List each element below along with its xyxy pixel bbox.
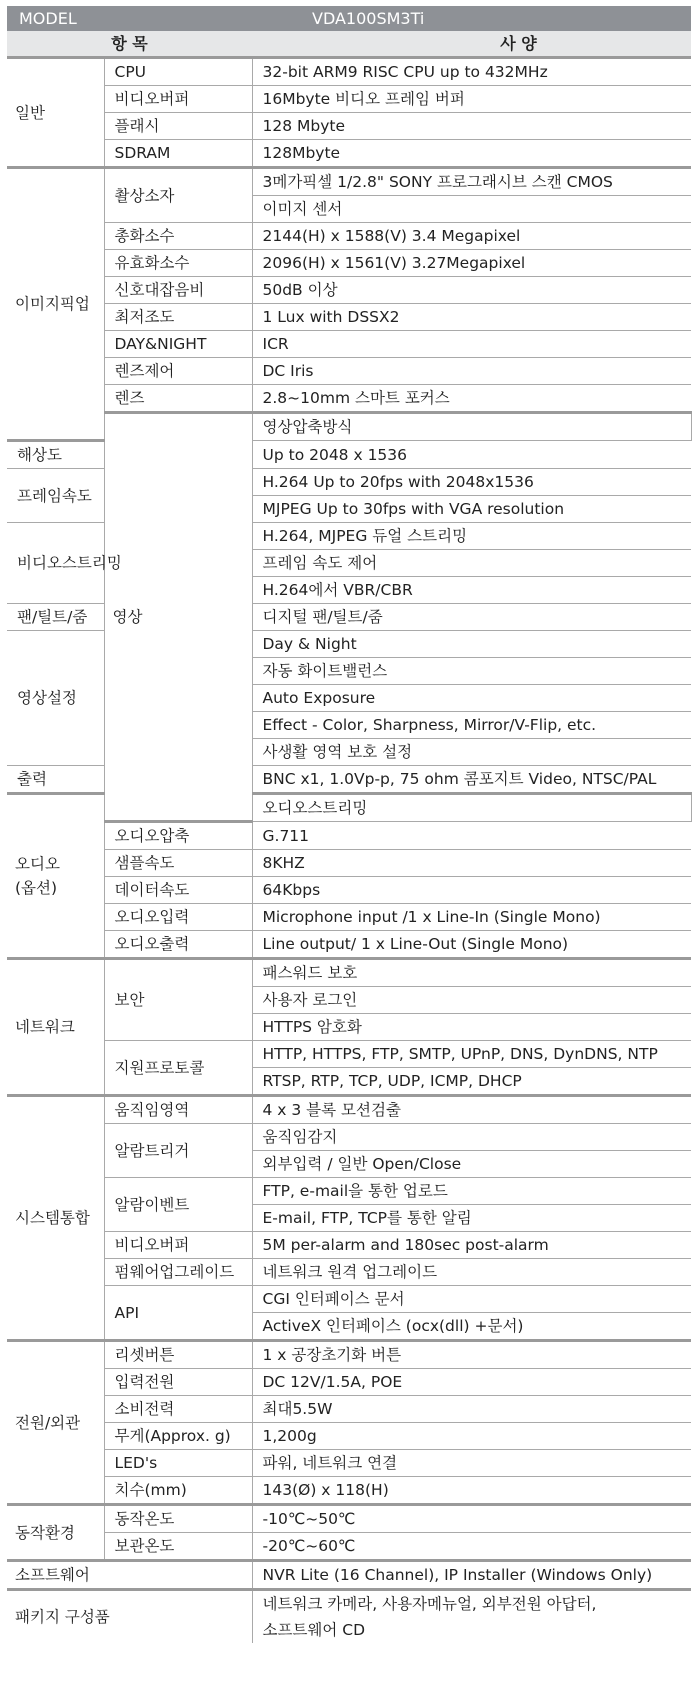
table-row	[7, 1477, 691, 1505]
table-row	[7, 331, 691, 358]
item-value: FTP, e-mail을 통한 업로드	[252, 1178, 691, 1205]
item-value: 네트워크 원격 업그레이드	[252, 1259, 691, 1286]
item-label: 무게(Approx. g)	[104, 1423, 252, 1450]
item-value: 16Mbyte 비디오 프레임 버퍼	[252, 86, 691, 113]
item-label: 프레임속도	[7, 469, 104, 523]
item-value: HTTPS 암호화	[252, 1014, 691, 1041]
item-value: 3메가픽셀 1/2.8" SONY 프로그래시브 스캔 CMOS	[252, 168, 691, 196]
item-value: 2144(H) x 1588(V) 3.4 Megapixel	[252, 223, 691, 250]
spec-table	[7, 6, 691, 1643]
table-row	[7, 1423, 691, 1450]
table-row	[7, 58, 691, 86]
item-value: Effect - Color, Sharpness, Mirror/V-Flip, etc.	[252, 712, 691, 739]
table-row	[7, 877, 691, 904]
item-value: 1 x 공장초기화 버튼	[252, 1341, 691, 1369]
table-row	[7, 304, 691, 331]
table-row	[7, 86, 691, 113]
table-row	[7, 358, 691, 385]
table-row	[7, 1561, 691, 1590]
item-label: API	[104, 1286, 252, 1341]
item-label: 지원프로토콜	[104, 1041, 252, 1096]
table-row	[7, 1286, 691, 1313]
table-row	[7, 140, 691, 168]
item-value: H.264 Up to 20fps with 2048x1536	[252, 469, 691, 496]
item-value: 자동 화이트밸런스	[252, 658, 691, 685]
item-label: 보안	[104, 959, 252, 1041]
section-environment: 동작환경	[7, 1505, 104, 1561]
item-value: 128 Mbyte	[252, 113, 691, 140]
item-value: BNC x1, 1.0Vp-p, 75 ohm 콤포지트 Video, NTSC/PAL	[252, 766, 691, 794]
header-spec: 사 양	[252, 31, 691, 58]
table-row	[7, 223, 691, 250]
item-label: LED's	[104, 1450, 252, 1477]
table-row	[7, 1178, 691, 1205]
item-value: -10℃~50℃	[252, 1505, 691, 1533]
table-row	[7, 385, 691, 413]
item-value: 1 Lux with DSSX2	[252, 304, 691, 331]
item-value: E-mail, FTP, TCP를 통한 알림	[252, 1205, 691, 1232]
item-label: 데이터속도	[104, 877, 252, 904]
item-value: 최대5.5W	[252, 1396, 691, 1423]
item-value: 파워, 네트워크 연결	[252, 1450, 691, 1477]
item-value: 네트워크 카메라, 사용자메뉴얼, 외부전원 아답터,	[262, 1595, 597, 1613]
item-value: 사생활 영역 보호 설정	[252, 739, 691, 766]
item-value: G.711	[252, 822, 691, 850]
item-value: 2.8~10mm 스마트 포커스	[252, 385, 691, 413]
item-label: 렌즈	[104, 385, 252, 413]
item-value: ActiveX 인터페이스 (ocx(dll) +문서)	[252, 1313, 691, 1341]
item-label: 샘플속도	[104, 850, 252, 877]
header-item: 항 목	[7, 31, 252, 58]
section-audio-subtitle: (옵션)	[15, 879, 58, 897]
item-label: 출력	[7, 766, 104, 794]
item-label: 비디오버퍼	[104, 1232, 252, 1259]
item-label: 입력전원	[104, 1369, 252, 1396]
item-label: 치수(mm)	[104, 1477, 252, 1505]
item-label: 렌즈제어	[104, 358, 252, 385]
item-value: H.264에서 VBR/CBR	[252, 577, 691, 604]
section-package: 패키지 구성품	[7, 1590, 252, 1644]
table-row	[7, 904, 691, 931]
item-label: 동작온도	[104, 1505, 252, 1533]
item-value: CGI 인터페이스 문서	[252, 1286, 691, 1313]
table-row	[7, 1450, 691, 1477]
table-row	[7, 113, 691, 140]
header-row	[7, 31, 691, 58]
model-label: MODEL	[7, 6, 252, 31]
item-value: NVR Lite (16 Channel), IP Installer (Windows Only)	[252, 1561, 691, 1590]
item-label: 팬/틸트/줌	[7, 604, 104, 631]
item-value: -20℃~60℃	[252, 1533, 691, 1561]
item-label: 리셋버튼	[104, 1341, 252, 1369]
item-value: 패스워드 보호	[252, 959, 691, 987]
table-row	[7, 822, 691, 850]
item-label: 유효화소수	[104, 250, 252, 277]
item-value: 움직임감지	[252, 1124, 691, 1151]
item-value: 4 x 3 블록 모션검출	[252, 1096, 691, 1124]
table-row	[7, 1369, 691, 1396]
item-value: MJPEG Up to 30fps with VGA resolution	[252, 496, 691, 523]
item-value: DC 12V/1.5A, POE	[252, 1369, 691, 1396]
table-row	[7, 1505, 691, 1533]
item-value: H.264, MJPEG 듀얼 스트리밍	[252, 523, 691, 550]
table-row	[7, 1341, 691, 1369]
table-row	[7, 250, 691, 277]
table-row	[7, 168, 691, 196]
item-value: 디지털 팬/틸트/줌	[252, 604, 691, 631]
item-value: Line output/ 1 x Line-Out (Single Mono)	[252, 931, 691, 959]
table-row	[7, 959, 691, 987]
table-row	[7, 413, 691, 441]
item-label: 신호대잡음비	[104, 277, 252, 304]
table-row	[7, 1259, 691, 1286]
section-system: 시스템통합	[7, 1096, 104, 1341]
item-label: 오디오스트리밍	[252, 794, 691, 822]
item-label: 오디오입력	[104, 904, 252, 931]
item-label: 비디오버퍼	[104, 86, 252, 113]
item-label: 알람트리거	[104, 1124, 252, 1178]
item-value: DC Iris	[252, 358, 691, 385]
table-row	[7, 931, 691, 959]
section-network: 네트워크	[7, 959, 104, 1096]
item-value: 8KHZ	[252, 850, 691, 877]
item-label: 비디오스트리밍	[7, 523, 104, 604]
item-value: 5M per-alarm and 180sec post-alarm	[252, 1232, 691, 1259]
item-label: 영상압축방식	[252, 413, 691, 441]
item-value: Day & Night	[252, 631, 691, 658]
item-value: 이미지 센서	[252, 196, 691, 223]
item-value: HTTP, HTTPS, FTP, SMTP, UPnP, DNS, DynDNS, NTP	[252, 1041, 691, 1068]
item-value: Microphone input /1 x Line-In (Single Mono)	[252, 904, 691, 931]
item-label: 영상설정	[7, 631, 104, 766]
item-label: 오디오출력	[104, 931, 252, 959]
section-audio-title: 오디오	[15, 855, 60, 873]
item-label: CPU	[104, 58, 252, 86]
item-label: 알람이벤트	[104, 1178, 252, 1232]
item-label: 플래시	[104, 113, 252, 140]
item-label: 펌웨어업그레이드	[104, 1259, 252, 1286]
item-value: Up to 2048 x 1536	[252, 441, 691, 469]
item-value: 소프트웨어 CD	[262, 1621, 366, 1639]
section-image-pickup: 이미지픽업	[7, 168, 104, 441]
table-row	[7, 1041, 691, 1068]
item-label: DAY&NIGHT	[104, 331, 252, 358]
item-label: 움직임영역	[104, 1096, 252, 1124]
item-label: 최저조도	[104, 304, 252, 331]
item-value: ICR	[252, 331, 691, 358]
item-label: 총화소수	[104, 223, 252, 250]
table-row	[7, 1124, 691, 1151]
item-value: 50dB 이상	[252, 277, 691, 304]
section-audio	[7, 794, 104, 959]
item-label: 오디오압축	[104, 822, 252, 850]
item-label: 해상도	[7, 441, 104, 469]
model-value: VDA100SM3Ti	[252, 6, 691, 31]
item-value: 사용자 로그인	[252, 987, 691, 1014]
section-power: 전원/외관	[7, 1341, 104, 1505]
model-row	[7, 6, 691, 31]
section-software: 소프트웨어	[7, 1561, 252, 1590]
table-row	[7, 1096, 691, 1124]
section-video: 영상	[104, 413, 252, 822]
item-value: 128Mbyte	[252, 140, 691, 168]
item-label: SDRAM	[104, 140, 252, 168]
item-value: 143(Ø) x 118(H)	[252, 1477, 691, 1505]
item-value: 64Kbps	[252, 877, 691, 904]
section-general: 일반	[7, 58, 104, 168]
table-row	[7, 277, 691, 304]
item-value: 외부입력 / 일반 Open/Close	[252, 1151, 691, 1178]
item-value: 프레임 속도 제어	[252, 550, 691, 577]
item-label: 촬상소자	[104, 168, 252, 223]
item-value: 32-bit ARM9 RISC CPU up to 432MHz	[252, 58, 691, 86]
item-label: 보관온도	[104, 1533, 252, 1561]
item-label: 소비전력	[104, 1396, 252, 1423]
table-row	[7, 1533, 691, 1561]
table-row	[7, 1232, 691, 1259]
item-value: Auto Exposure	[252, 685, 691, 712]
item-value: RTSP, RTP, TCP, UDP, ICMP, DHCP	[252, 1068, 691, 1096]
table-row	[7, 1590, 691, 1618]
item-value: 1,200g	[252, 1423, 691, 1450]
item-value: 2096(H) x 1561(V) 3.27Megapixel	[252, 250, 691, 277]
table-row	[7, 1396, 691, 1423]
table-row	[7, 850, 691, 877]
